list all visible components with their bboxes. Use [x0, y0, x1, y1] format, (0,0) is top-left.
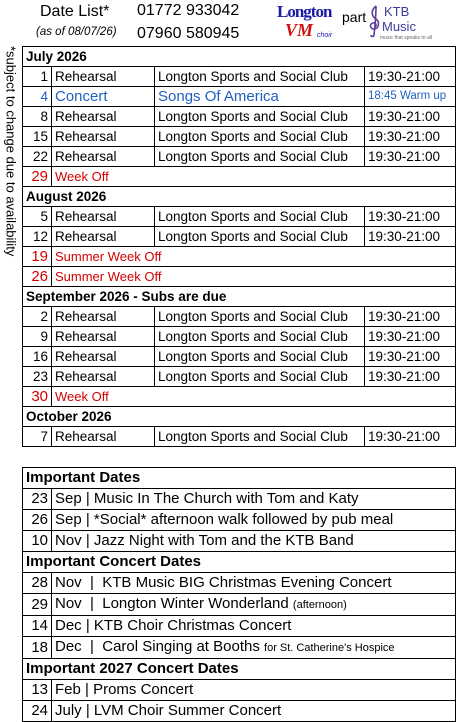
month-header: October 2026	[23, 407, 456, 427]
week-off-label: Week Off	[52, 387, 456, 407]
time-slot: 19:30-21:00	[365, 227, 456, 247]
side-note	[0, 46, 22, 346]
rehearsal-row	[23, 307, 456, 327]
event-type: Rehearsal	[52, 127, 155, 147]
important-date-row	[23, 510, 456, 531]
event-type: Rehearsal	[52, 367, 155, 387]
ktb-tagline: music that speaks to all	[380, 35, 432, 41]
as-of-date: (as of 08/07/26)	[36, 26, 117, 38]
time-slot: 19:30-21:00	[365, 327, 456, 347]
week-off-label: Summer Week Off	[52, 267, 456, 287]
event-type: Rehearsal	[52, 307, 155, 327]
venue: Longton Sports and Social Club	[155, 67, 365, 87]
day-number: 10	[23, 531, 52, 552]
event-type: Rehearsal	[52, 147, 155, 167]
month-header-row	[23, 407, 456, 427]
week-off-row	[23, 167, 456, 187]
day-number: 23	[23, 367, 52, 387]
day-number: 2	[23, 307, 52, 327]
important-date-cell	[52, 616, 456, 637]
important-date-row	[23, 489, 456, 510]
venue: Longton Sports and Social Club	[155, 367, 365, 387]
important-date-row	[23, 594, 456, 616]
event-type: Rehearsal	[52, 347, 155, 367]
warm-up-time: 18:45 Warm up	[365, 87, 456, 107]
day-number: 26	[23, 510, 52, 531]
venue: Longton Sports and Social Club	[155, 427, 365, 447]
event-type: Rehearsal	[52, 107, 155, 127]
important-date-cell	[52, 594, 456, 616]
venue: Longton Sports and Social Club	[155, 127, 365, 147]
important-date-row	[23, 701, 456, 722]
rehearsal-row	[23, 127, 456, 147]
concert-title: Songs Of America	[155, 87, 365, 107]
day-number: 1	[23, 67, 52, 87]
important-date-cell	[52, 637, 456, 659]
event-description: Sep | Music In The Church with Tom and Katy	[55, 490, 359, 507]
time-slot: 19:30-21:00	[365, 67, 456, 87]
event-type: Rehearsal	[52, 427, 155, 447]
time-slot: 19:30-21:00	[365, 107, 456, 127]
important-section-header: Important 2027 Concert Dates	[23, 659, 456, 680]
event-type: Rehearsal	[52, 327, 155, 347]
treble-clef-icon	[367, 4, 383, 38]
important-section-row	[23, 552, 456, 573]
day-number: 12	[23, 227, 52, 247]
event-description: July | LVM Choir Summer Concert	[55, 702, 282, 719]
venue: Longton Sports and Social Club	[155, 207, 365, 227]
rehearsal-row	[23, 227, 456, 247]
ktb-music-logo	[367, 2, 445, 42]
important-date-cell	[52, 531, 456, 552]
phone-number-2: 07960 580945	[137, 25, 240, 42]
event-description: Sep | *Social* afternoon walk followed by pub meal	[55, 511, 394, 528]
month-header: August 2026	[23, 187, 456, 207]
month-header-row	[23, 187, 456, 207]
event-type: Rehearsal	[52, 207, 155, 227]
day-number: 29	[23, 167, 52, 187]
rehearsal-row	[23, 147, 456, 167]
day-number: 5	[23, 207, 52, 227]
day-number: 15	[23, 127, 52, 147]
important-date-cell	[52, 489, 456, 510]
concert-row	[23, 87, 456, 107]
rehearsal-row	[23, 107, 456, 127]
day-number: 26	[23, 267, 52, 287]
event-description: Dec | Carol Singing at Booths	[55, 638, 265, 655]
month-header: July 2026	[23, 47, 456, 67]
time-slot: 19:30-21:00	[365, 347, 456, 367]
logo-choir-text: choir	[317, 32, 333, 39]
day-number: 8	[23, 107, 52, 127]
month-header-row	[23, 47, 456, 67]
day-number: 13	[23, 680, 52, 701]
important-date-row	[23, 573, 456, 594]
time-slot: 19:30-21:00	[365, 367, 456, 387]
rehearsal-row	[23, 427, 456, 447]
day-number: 7	[23, 427, 52, 447]
logo-longton-text: Longton	[277, 2, 332, 21]
important-date-row	[23, 637, 456, 659]
important-section-header: Important Dates	[23, 468, 456, 489]
rehearsal-row	[23, 367, 456, 387]
page-title: Date List*	[40, 3, 110, 20]
event-type: Rehearsal	[52, 67, 155, 87]
week-off-row	[23, 267, 456, 287]
venue: Longton Sports and Social Club	[155, 347, 365, 367]
day-number: 14	[23, 616, 52, 637]
important-section-header: Important Concert Dates	[23, 552, 456, 573]
availability-note: *subject to change due to availability	[3, 46, 19, 257]
day-number: 19	[23, 247, 52, 267]
venue: Longton Sports and Social Club	[155, 107, 365, 127]
event-description: Nov | Longton Winter Wonderland	[55, 595, 293, 612]
week-off-row	[23, 387, 456, 407]
schedule-table	[22, 46, 456, 447]
event-type: Concert	[52, 87, 155, 107]
event-description: Nov | Jazz Night with Tom and the KTB Band	[55, 532, 354, 549]
month-header: September 2026 - Subs are due	[23, 287, 456, 307]
day-number: 16	[23, 347, 52, 367]
day-number: 18	[23, 637, 52, 659]
ktb-music-text: Music	[382, 19, 416, 34]
part-of-label: part	[342, 9, 367, 25]
important-date-cell	[52, 510, 456, 531]
important-date-row	[23, 616, 456, 637]
important-section-row	[23, 468, 456, 489]
important-dates-table	[22, 467, 456, 722]
important-date-cell	[52, 680, 456, 701]
venue: Longton Sports and Social Club	[155, 227, 365, 247]
event-description: Dec | KTB Choir Christmas Concert	[55, 617, 292, 634]
day-number: 23	[23, 489, 52, 510]
phone-number-1: 01772 933042	[137, 2, 240, 19]
venue: Longton Sports and Social Club	[155, 307, 365, 327]
time-slot: 19:30-21:00	[365, 207, 456, 227]
day-number: 4	[23, 87, 52, 107]
venue: Longton Sports and Social Club	[155, 147, 365, 167]
important-section-row	[23, 659, 456, 680]
time-slot: 19:30-21:00	[365, 307, 456, 327]
week-off-label: Week Off	[52, 167, 456, 187]
ktb-text: KTB	[384, 4, 410, 19]
time-slot: 19:30-21:00	[365, 127, 456, 147]
week-off-row	[23, 247, 456, 267]
important-date-row	[23, 531, 456, 552]
day-number: 29	[23, 594, 52, 616]
time-slot: 19:30-21:00	[365, 427, 456, 447]
time-slot: 19:30-21:00	[365, 147, 456, 167]
event-description: Nov | KTB Music BIG Christmas Evening Concert	[55, 574, 392, 591]
important-date-row	[23, 680, 456, 701]
rehearsal-row	[23, 347, 456, 367]
rehearsal-row	[23, 207, 456, 227]
day-number: 9	[23, 327, 52, 347]
day-number: 22	[23, 147, 52, 167]
logo-vm-text: VM	[285, 20, 314, 40]
important-date-cell	[52, 701, 456, 722]
rehearsal-row	[23, 67, 456, 87]
event-note: (afternoon)	[292, 599, 347, 611]
day-number: 24	[23, 701, 52, 722]
event-type: Rehearsal	[52, 227, 155, 247]
day-number: 30	[23, 387, 52, 407]
event-note: for St. Catherine's Hospice	[264, 642, 395, 654]
longton-vm-choir-logo	[277, 2, 339, 42]
week-off-label: Summer Week Off	[52, 247, 456, 267]
month-header-row	[23, 287, 456, 307]
day-number: 28	[23, 573, 52, 594]
venue: Longton Sports and Social Club	[155, 327, 365, 347]
rehearsal-row	[23, 327, 456, 347]
event-description: Feb | Proms Concert	[55, 681, 194, 698]
important-date-cell	[52, 573, 456, 594]
